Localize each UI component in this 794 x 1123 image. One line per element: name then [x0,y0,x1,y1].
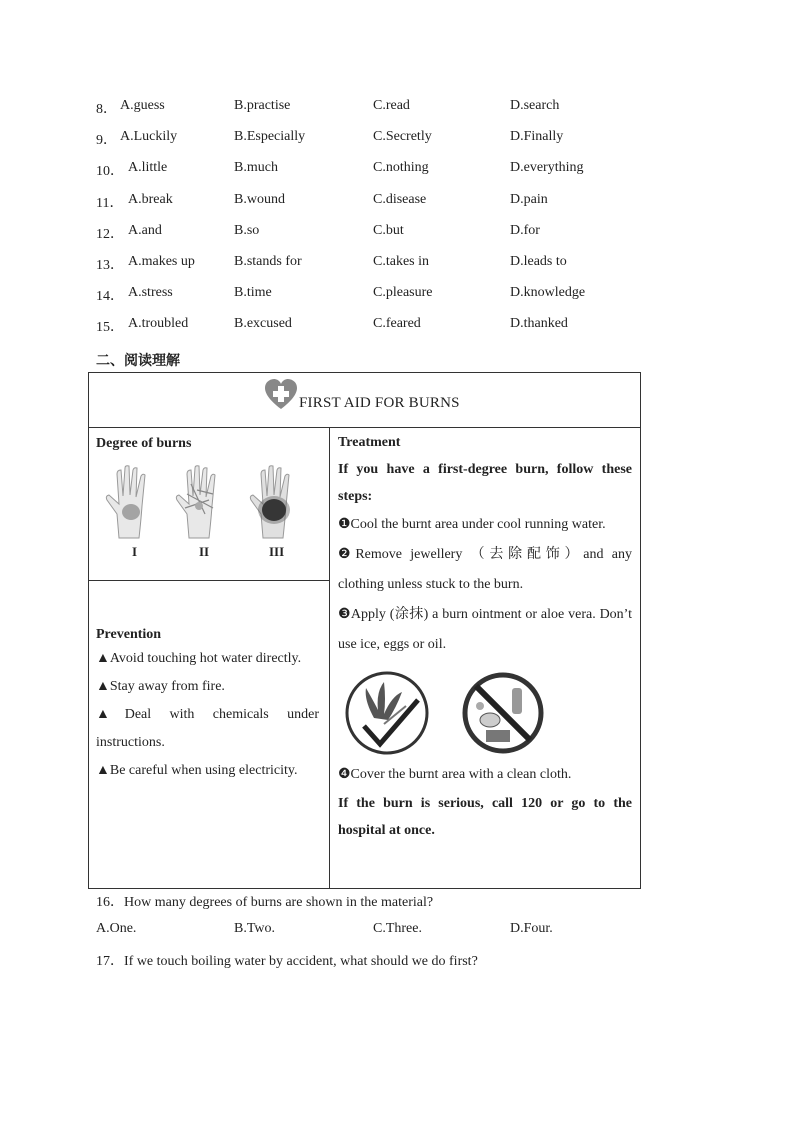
option-c: C.Secretly [373,129,432,144]
option-b: B.time [234,285,272,300]
question-number: 14． [96,289,124,304]
option-c: C.read [373,98,410,113]
question-number: 13． [96,258,124,273]
option-c: C.feared [373,316,421,331]
card-title: FIRST AID FOR BURNS [299,395,460,411]
use-dont-use-symbols [338,660,632,760]
hand-second-degree-image [173,464,229,540]
option-c: C.pleasure [373,285,433,300]
option-b: B.Especially [234,129,306,144]
prevention-item: ▲Be careful when using electricity. [96,763,298,778]
treatment-intro: If you have a first-degree burn, follow these steps: [338,462,632,504]
option-a: A.stress [128,285,173,300]
degree-label-2: II [199,544,210,559]
option-b: B.much [234,160,278,175]
option-a: A.One. [96,921,137,936]
treatment-cell [330,428,641,889]
option-b: B.so [234,223,260,238]
option-a: A.and [128,223,162,238]
question-number: 12． [96,227,124,242]
option-row-12 [0,223,794,243]
treatment-outro: If the burn is serious, call 120 or go to the hospital at once. [338,796,632,838]
option-c: C.disease [373,192,427,207]
question-16-options [0,921,794,941]
option-c: C.but [373,223,404,238]
option-b: B.wound [234,192,285,207]
section-title: 二、阅读理解 [96,353,180,369]
option-a: A.troubled [128,316,189,331]
option-c: C.Three. [373,921,422,936]
option-row-13 [0,254,794,274]
option-d: D.for [510,223,540,238]
option-row-9 [0,129,794,149]
option-row-8 [0,98,794,118]
option-a: A.guess [120,98,165,113]
prevention-cell [89,581,330,889]
option-d: D.thanked [510,316,568,331]
question-number: 15． [96,320,124,335]
option-d: D.search [510,98,560,113]
question-number: 8． [96,102,117,117]
prevention-item: ▲Avoid touching hot water directly. [96,651,302,666]
option-d: D.everything [510,160,584,175]
option-b: B.Two. [234,921,276,936]
option-d: D.Finally [510,129,564,144]
option-row-15 [0,316,794,336]
option-d: D.leads to [510,254,567,269]
question-16: 16．How many degrees of burns are shown in the material? [96,895,434,910]
option-c: C.nothing [373,160,429,175]
option-d: D.knowledge [510,285,586,300]
degree-label-3: III [269,544,285,559]
prevention-item: ▲Stay away from fire. [96,679,225,694]
option-a: A.makes up [128,254,195,269]
degree-heading: Degree of burns [96,436,192,451]
option-a: A.Luckily [120,129,178,144]
option-c: C.takes in [373,254,429,269]
first-aid-card [88,372,641,889]
question-number: 11． [96,196,124,211]
card-header [89,373,641,428]
hand-third-degree-image [247,464,303,540]
prevention-item: ▲Deal with chemicals under instructions. [96,707,319,750]
question-17: 17．If we touch boiling water by accident, what should we do first? [96,954,478,969]
aloe-vera-check-icon [344,670,430,756]
option-b: B.stands for [234,254,302,269]
option-d: D.pain [510,192,548,207]
option-row-14 [0,285,794,305]
no-ice-eggs-oil-icon [460,670,546,756]
treatment-step-3: ❸Apply (涂抹) a burn ointment or aloe vera. Don’t use ice, eggs or oil. [338,607,632,652]
option-d: D.Four. [510,921,553,936]
treatment-heading: Treatment [338,435,401,450]
heart-cross-icon [264,378,298,412]
option-b: B.excused [234,316,292,331]
treatment-step-1: ❶Cool the burnt area under cool running water. [338,517,606,532]
option-a: A.break [128,192,173,207]
hand-first-degree-image [103,464,159,540]
question-number: 10． [96,164,124,179]
degree-label-1: I [132,544,138,559]
option-b: B.practise [234,98,291,113]
option-row-11 [0,192,794,212]
treatment-step-2: ❷Remove jewellery （去除配饰）and any clothing unless stuck to the burn. [338,547,632,592]
treatment-step-4: ❹Cover the burnt area with a clean cloth. [338,767,572,782]
prevention-heading: Prevention [96,627,162,642]
option-a: A.little [128,160,168,175]
degree-of-burns-cell [89,428,330,581]
question-number: 9． [96,133,117,148]
option-row-10 [0,160,794,180]
